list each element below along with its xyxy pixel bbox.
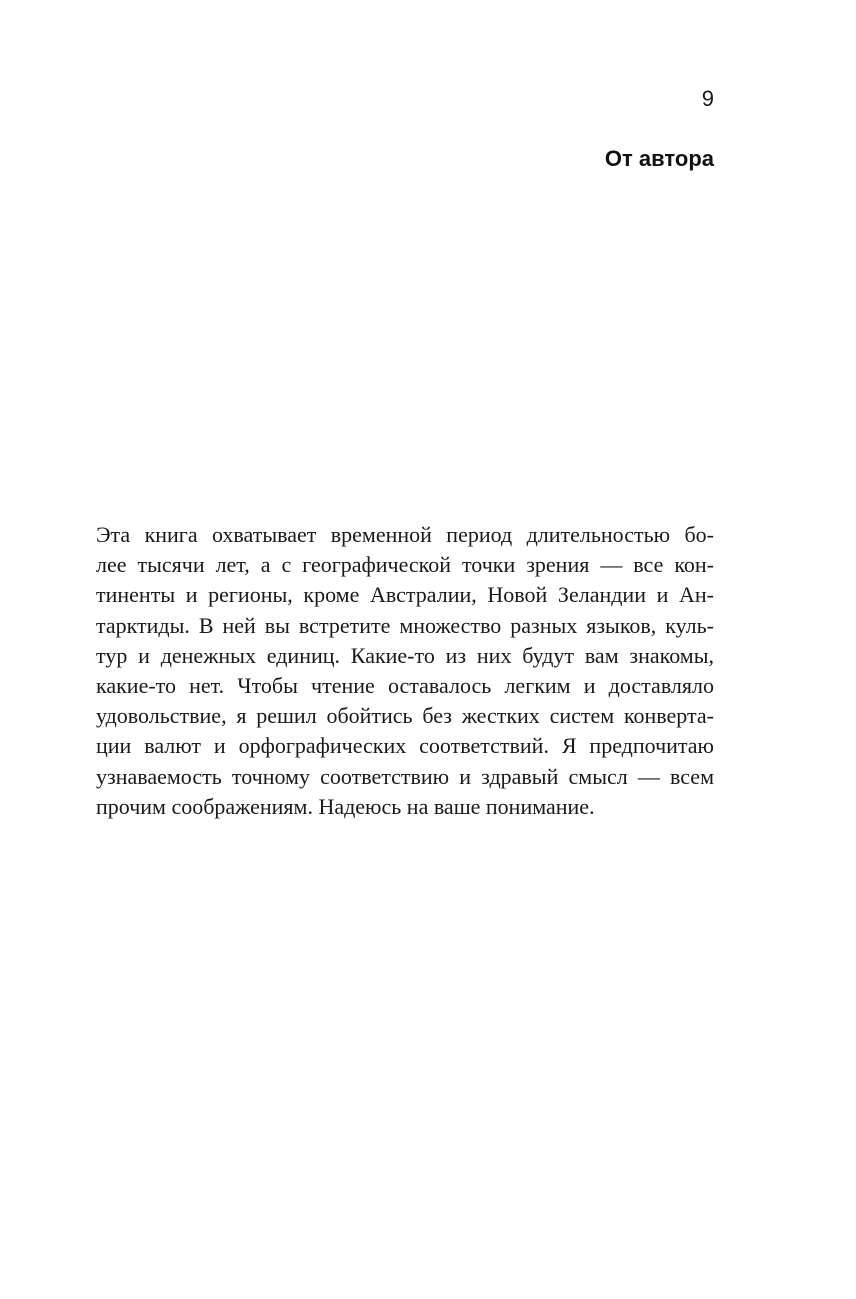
paragraph-line: тиненты и регионы, кроме Австралии, Новой Зеландии и Ан- (96, 582, 714, 608)
paragraph-line: тур и денежных единиц. Какие-то из них будут вам знакомы, (96, 642, 714, 668)
paragraph-line: тарктиды. В ней вы встретите множество разных языков, куль- (96, 612, 714, 638)
page-number: 9 (701, 86, 714, 111)
body-paragraph (96, 520, 714, 822)
paragraph-line: лее тысячи лет, а с географической точки зрения — все кон- (96, 552, 714, 578)
paragraph-line: прочим соображениям. Надеюсь на ваше понимание. (96, 793, 595, 819)
paragraph-line: Эта книга охватывает временной период длительностью бо- (96, 522, 714, 547)
paragraph-line: ции валют и орфографических соответствий. Я предпочитаю (96, 733, 714, 759)
paragraph-line: удовольствие, я решил обойтись без жестких систем конверта- (96, 703, 714, 729)
paragraph-line: какие-то нет. Чтобы чтение оставалось легким и доставляло (96, 673, 714, 699)
section-title: От автора (604, 146, 714, 171)
paragraph-line: узнаваемость точному соответствию и здравый смысл — всем (96, 763, 714, 789)
